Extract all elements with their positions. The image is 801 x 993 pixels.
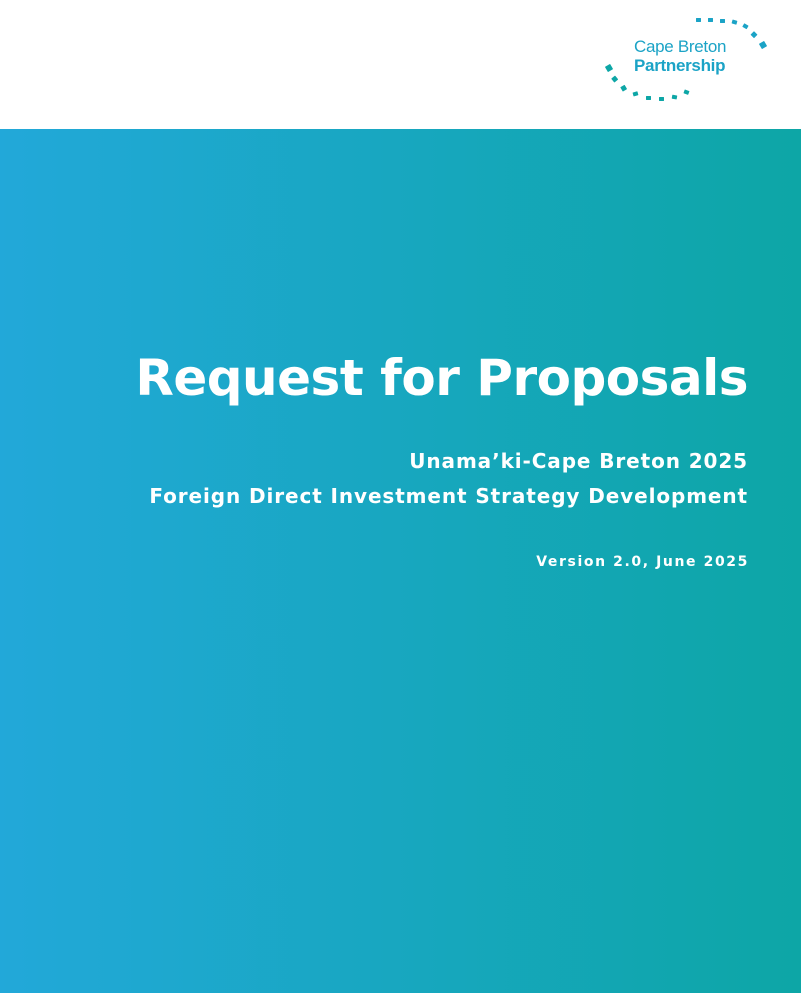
logo-text-line1: Cape Breton [634, 37, 727, 56]
version-label: Version 2.0, June 2025 [536, 554, 749, 570]
subtitle-line1: Unama’ki-Cape Breton 2025 [409, 449, 748, 473]
cape-breton-partnership-logo [600, 12, 780, 112]
subtitle-line2: Foreign Direct Investment Strategy Development [149, 484, 748, 508]
cover-panel [0, 129, 801, 993]
page-title: Request for Proposals [135, 349, 748, 407]
page-header [0, 0, 801, 129]
logo-text-line2: Partnership [634, 56, 726, 75]
